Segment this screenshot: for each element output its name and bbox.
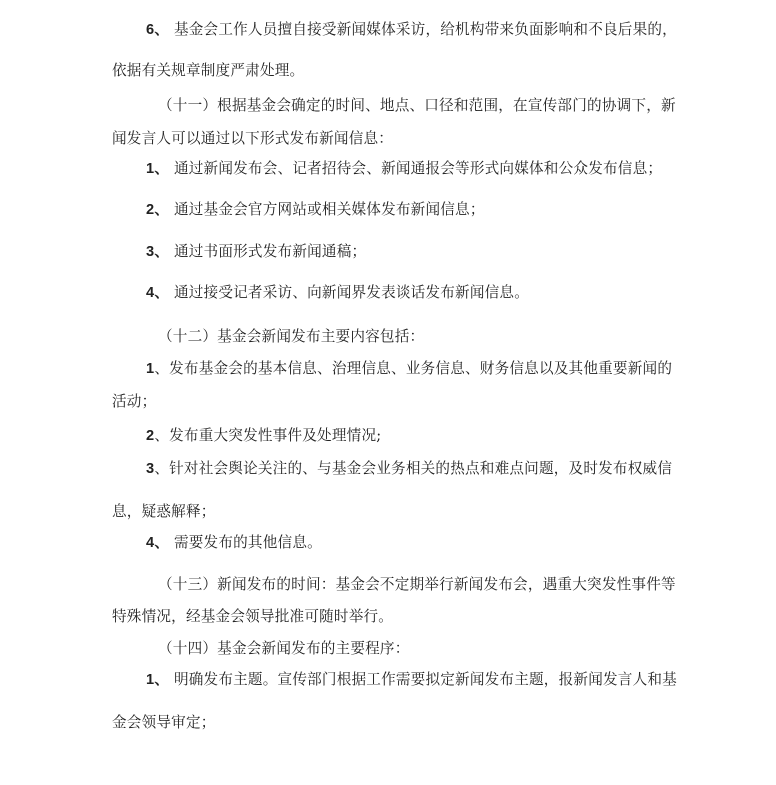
list-item: 4、 需要发布的其他信息。 (146, 533, 322, 551)
list-item: 2、发布重大突发性事件及处理情况; (146, 426, 382, 444)
paragraph-line: 依据有关规章制度严肃处理。 (112, 61, 305, 79)
paragraph-line: 特殊情况，经基金会领导批准可随时举行。 (112, 607, 394, 625)
list-item: 2、 通过基金会官方网站或相关媒体发布新闻信息； (146, 200, 485, 218)
section-heading: （十三）新闻发布的时间：基金会不定期举行新闻发布会，遇重大突发性事件等 (158, 575, 676, 593)
section-heading: （十四）基金会新闻发布的主要程序： (158, 639, 410, 657)
paragraph-line: 金会领导审定； (112, 713, 216, 731)
section-heading: （十一）根据基金会确定的时间、地点、口径和范围，在宣传部门的协调下，新 (158, 96, 676, 114)
paragraph-line: 闻发言人可以通过以下形式发布新闻信息： (112, 129, 394, 147)
paragraph-line: 活动； (112, 392, 157, 410)
paragraph-line: 6、 基金会工作人员擅自接受新闻媒体采访，给机构带来负面影响和不良后果的， (146, 20, 677, 38)
paragraph-line: 息，疑惑解释； (112, 502, 216, 520)
list-item: 3、针对社会舆论关注的、与基金会业务相关的热点和难点问题，及时发布权威信 (146, 459, 673, 477)
section-heading: （十二）基金会新闻发布主要内容包括： (158, 327, 425, 345)
list-item: 1、 通过新闻发布会、记者招待会、新闻通报会等形式向媒体和公众发布信息； (146, 159, 663, 177)
list-item: 1、 明确发布主题。宣传部门根据工作需要拟定新闻发布主题，报新闻发言人和基 (146, 670, 677, 688)
list-item: 4、 通过接受记者采访、向新闻界发表谈话发布新闻信息。 (146, 283, 530, 301)
list-item: 3、 通过书面形式发布新闻通稿； (146, 242, 367, 260)
list-item: 1、发布基金会的基本信息、治理信息、业务信息、财务信息以及其他重要新闻的 (146, 359, 673, 377)
